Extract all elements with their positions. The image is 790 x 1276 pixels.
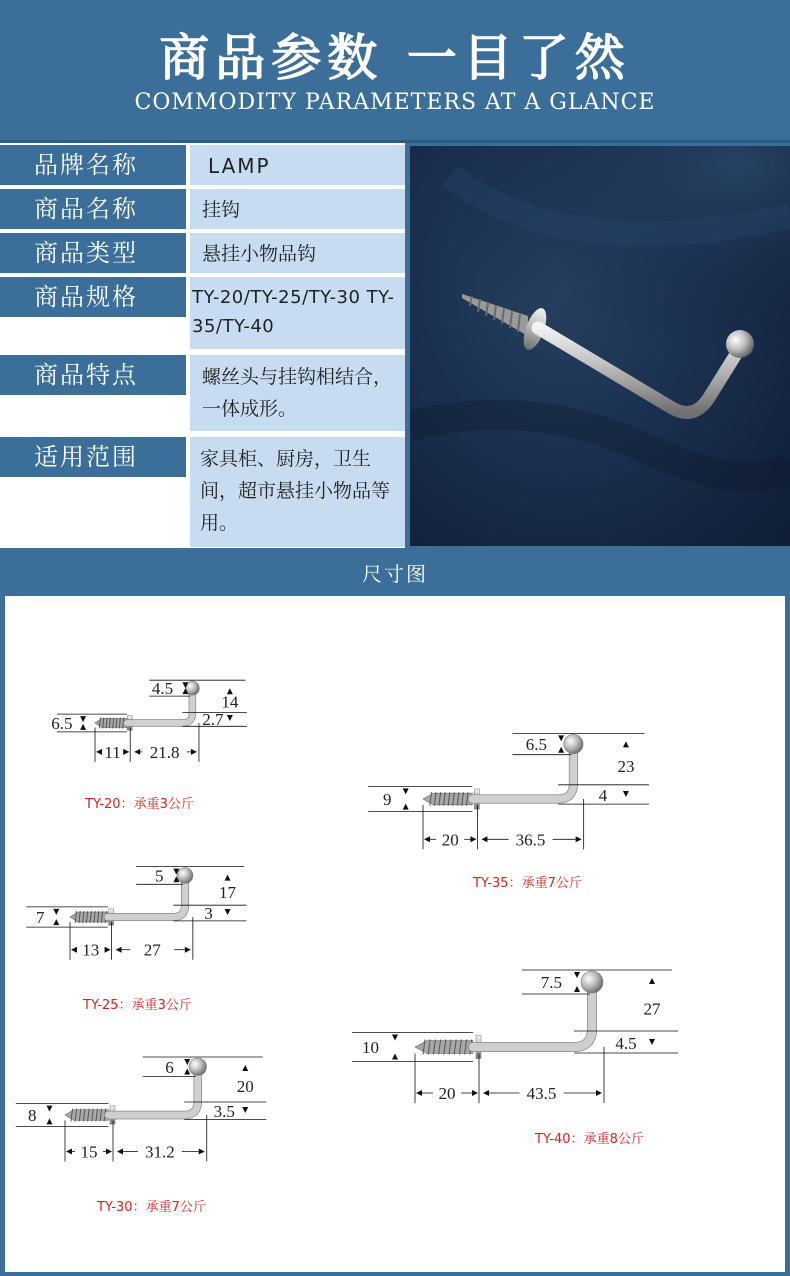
arrow-right (596, 1090, 602, 1096)
thread-length-label: 13 (82, 940, 100, 960)
arrow-left (116, 947, 122, 953)
param-label: 适用范围 (0, 437, 186, 477)
bar-thickness-label: 3 (204, 904, 213, 923)
product-photo (410, 146, 790, 546)
param-row-features (0, 355, 405, 431)
ball-size-label: 6.5 (525, 735, 548, 755)
shank-outline (473, 989, 592, 1047)
arrow-down (623, 791, 629, 797)
thread-length-label: 15 (80, 1142, 98, 1162)
arrow-right (472, 1090, 478, 1096)
shank (109, 1072, 198, 1116)
arrow-up (623, 741, 629, 747)
arrow-right (105, 947, 111, 953)
ball-end (581, 971, 603, 993)
arrow-left (416, 1090, 422, 1096)
arrow-up (392, 1054, 398, 1060)
arrow-up (574, 986, 580, 992)
arrow-up (47, 1118, 53, 1124)
param-row-type (0, 233, 405, 273)
arrow-right (470, 836, 476, 842)
arrow-down (649, 1039, 655, 1045)
thread-length-label: 20 (441, 830, 459, 850)
hook-height-label: 14 (221, 692, 239, 712)
arrow-left (481, 836, 487, 842)
thread-diameter-label: 8 (28, 1106, 37, 1125)
arrow-up (649, 978, 655, 984)
model-caption: TY-20：承重3公斤 (85, 797, 194, 812)
shank (472, 750, 573, 799)
hook-height-label: 23 (617, 757, 635, 777)
ball-size-label: 7.5 (540, 973, 562, 992)
dimension-diagram (5, 596, 785, 1272)
bar-thickness-label: 4 (598, 786, 608, 805)
param-label: 商品类型 (0, 233, 186, 273)
hook-photo-image (410, 146, 790, 546)
param-label: 商品规格 (0, 277, 186, 317)
ball-end (564, 734, 583, 753)
param-value: 家具柜、厨房，卫生间，超市悬挂小物品等用。 (190, 437, 405, 547)
thread-diameter-label: 7 (36, 908, 45, 927)
arrow-up (403, 804, 409, 810)
hook-height-label: 20 (236, 1077, 254, 1096)
arrow-left (134, 749, 140, 755)
bar-thickness-label: 4.5 (615, 1034, 637, 1053)
arrow-down (47, 1106, 53, 1112)
hook-drawing-3 (368, 733, 649, 891)
shank-length-label: 43.5 (526, 1084, 557, 1103)
arrow-up (558, 747, 564, 753)
arrow-left (71, 947, 77, 953)
model-caption: TY-40：承重8公斤 (535, 1132, 644, 1147)
param-row-brand (0, 145, 405, 185)
arrow-left (117, 1149, 123, 1155)
arrow-up (80, 724, 86, 730)
arrow-down (242, 1107, 248, 1113)
arrow-down (558, 735, 564, 741)
ball-size-label: 5 (154, 866, 164, 886)
arrow-up (53, 919, 59, 925)
shank-outline (109, 1072, 198, 1116)
arrow-down (53, 909, 59, 915)
shank-length-label: 36.5 (515, 830, 546, 850)
shank-length-label: 21.8 (149, 742, 180, 762)
arrow-left (66, 1149, 72, 1155)
hook-drawing-0 (51, 679, 247, 812)
ball-size-label: 6 (165, 1057, 174, 1077)
hook-height-label: 17 (219, 882, 237, 902)
thread-length-label: 20 (438, 1084, 456, 1103)
parameter-table (0, 143, 405, 548)
shank (108, 879, 185, 917)
arrow-down (392, 1035, 398, 1041)
arrow-up (225, 875, 231, 881)
thread-diameter-label: 9 (383, 790, 392, 809)
thread-diameter-label: 10 (362, 1038, 379, 1057)
ball-end (177, 868, 193, 884)
arrow-right (576, 836, 582, 842)
param-label: 品牌名称 (0, 145, 186, 185)
page-subtitle: COMMODITY PARAMETERS AT A GLANCE (134, 90, 656, 115)
model-caption: TY-30：承重7公斤 (97, 1200, 206, 1215)
thread-diameter-label: 6.5 (51, 714, 73, 733)
hook-height-label: 27 (643, 999, 661, 1019)
param-row-name (0, 189, 405, 229)
bar-thickness-label: 2.7 (202, 710, 224, 729)
thread-length-label: 11 (104, 742, 121, 762)
arrow-down (403, 788, 409, 794)
hook-drawing-4 (352, 970, 678, 1147)
hook-drawing-1 (26, 866, 246, 1013)
param-value: 螺丝头与挂钩相结合，一体成形。 (190, 355, 405, 431)
shank-length-label: 27 (143, 940, 161, 960)
arrow-down (225, 909, 231, 915)
param-row-spec (0, 277, 405, 349)
param-value: 挂钩 (190, 189, 405, 229)
arrow-right (106, 1149, 112, 1155)
shank-outline (472, 750, 573, 799)
param-value: TY-20/TY-25/TY-30 TY-35/TY-40 (190, 277, 405, 349)
page-header (0, 0, 790, 143)
dimension-diagram-svg (5, 596, 785, 1272)
arrow-left (424, 836, 430, 842)
arrow-up (242, 1065, 248, 1071)
arrow-right (199, 1149, 205, 1155)
hook-drawing-2 (16, 1057, 267, 1215)
shank (473, 989, 592, 1047)
section-title: 尺寸图 (0, 553, 790, 595)
model-caption: TY-35：承重7公斤 (473, 876, 582, 891)
ball-size-label: 4.5 (151, 679, 174, 699)
arrow-down (574, 972, 580, 978)
arrow-down (80, 716, 86, 722)
param-value: LAMP (190, 145, 405, 185)
model-caption: TY-25：承重3公斤 (83, 998, 192, 1013)
arrow-right (185, 947, 191, 953)
shank-outline (108, 879, 185, 917)
param-label: 商品名称 (0, 189, 186, 229)
arrow-left (483, 1090, 489, 1096)
bar-thickness-label: 3.5 (213, 1102, 235, 1121)
page-title: 商品参数 一目了然 (159, 29, 631, 87)
param-row-usage (0, 437, 405, 547)
ball-end (189, 1058, 207, 1076)
shank-length-label: 31.2 (145, 1142, 175, 1162)
arrow-down (227, 715, 233, 721)
param-label: 商品特点 (0, 355, 186, 395)
param-value: 悬挂小物品钩 (190, 233, 405, 273)
arrow-right (191, 749, 197, 755)
